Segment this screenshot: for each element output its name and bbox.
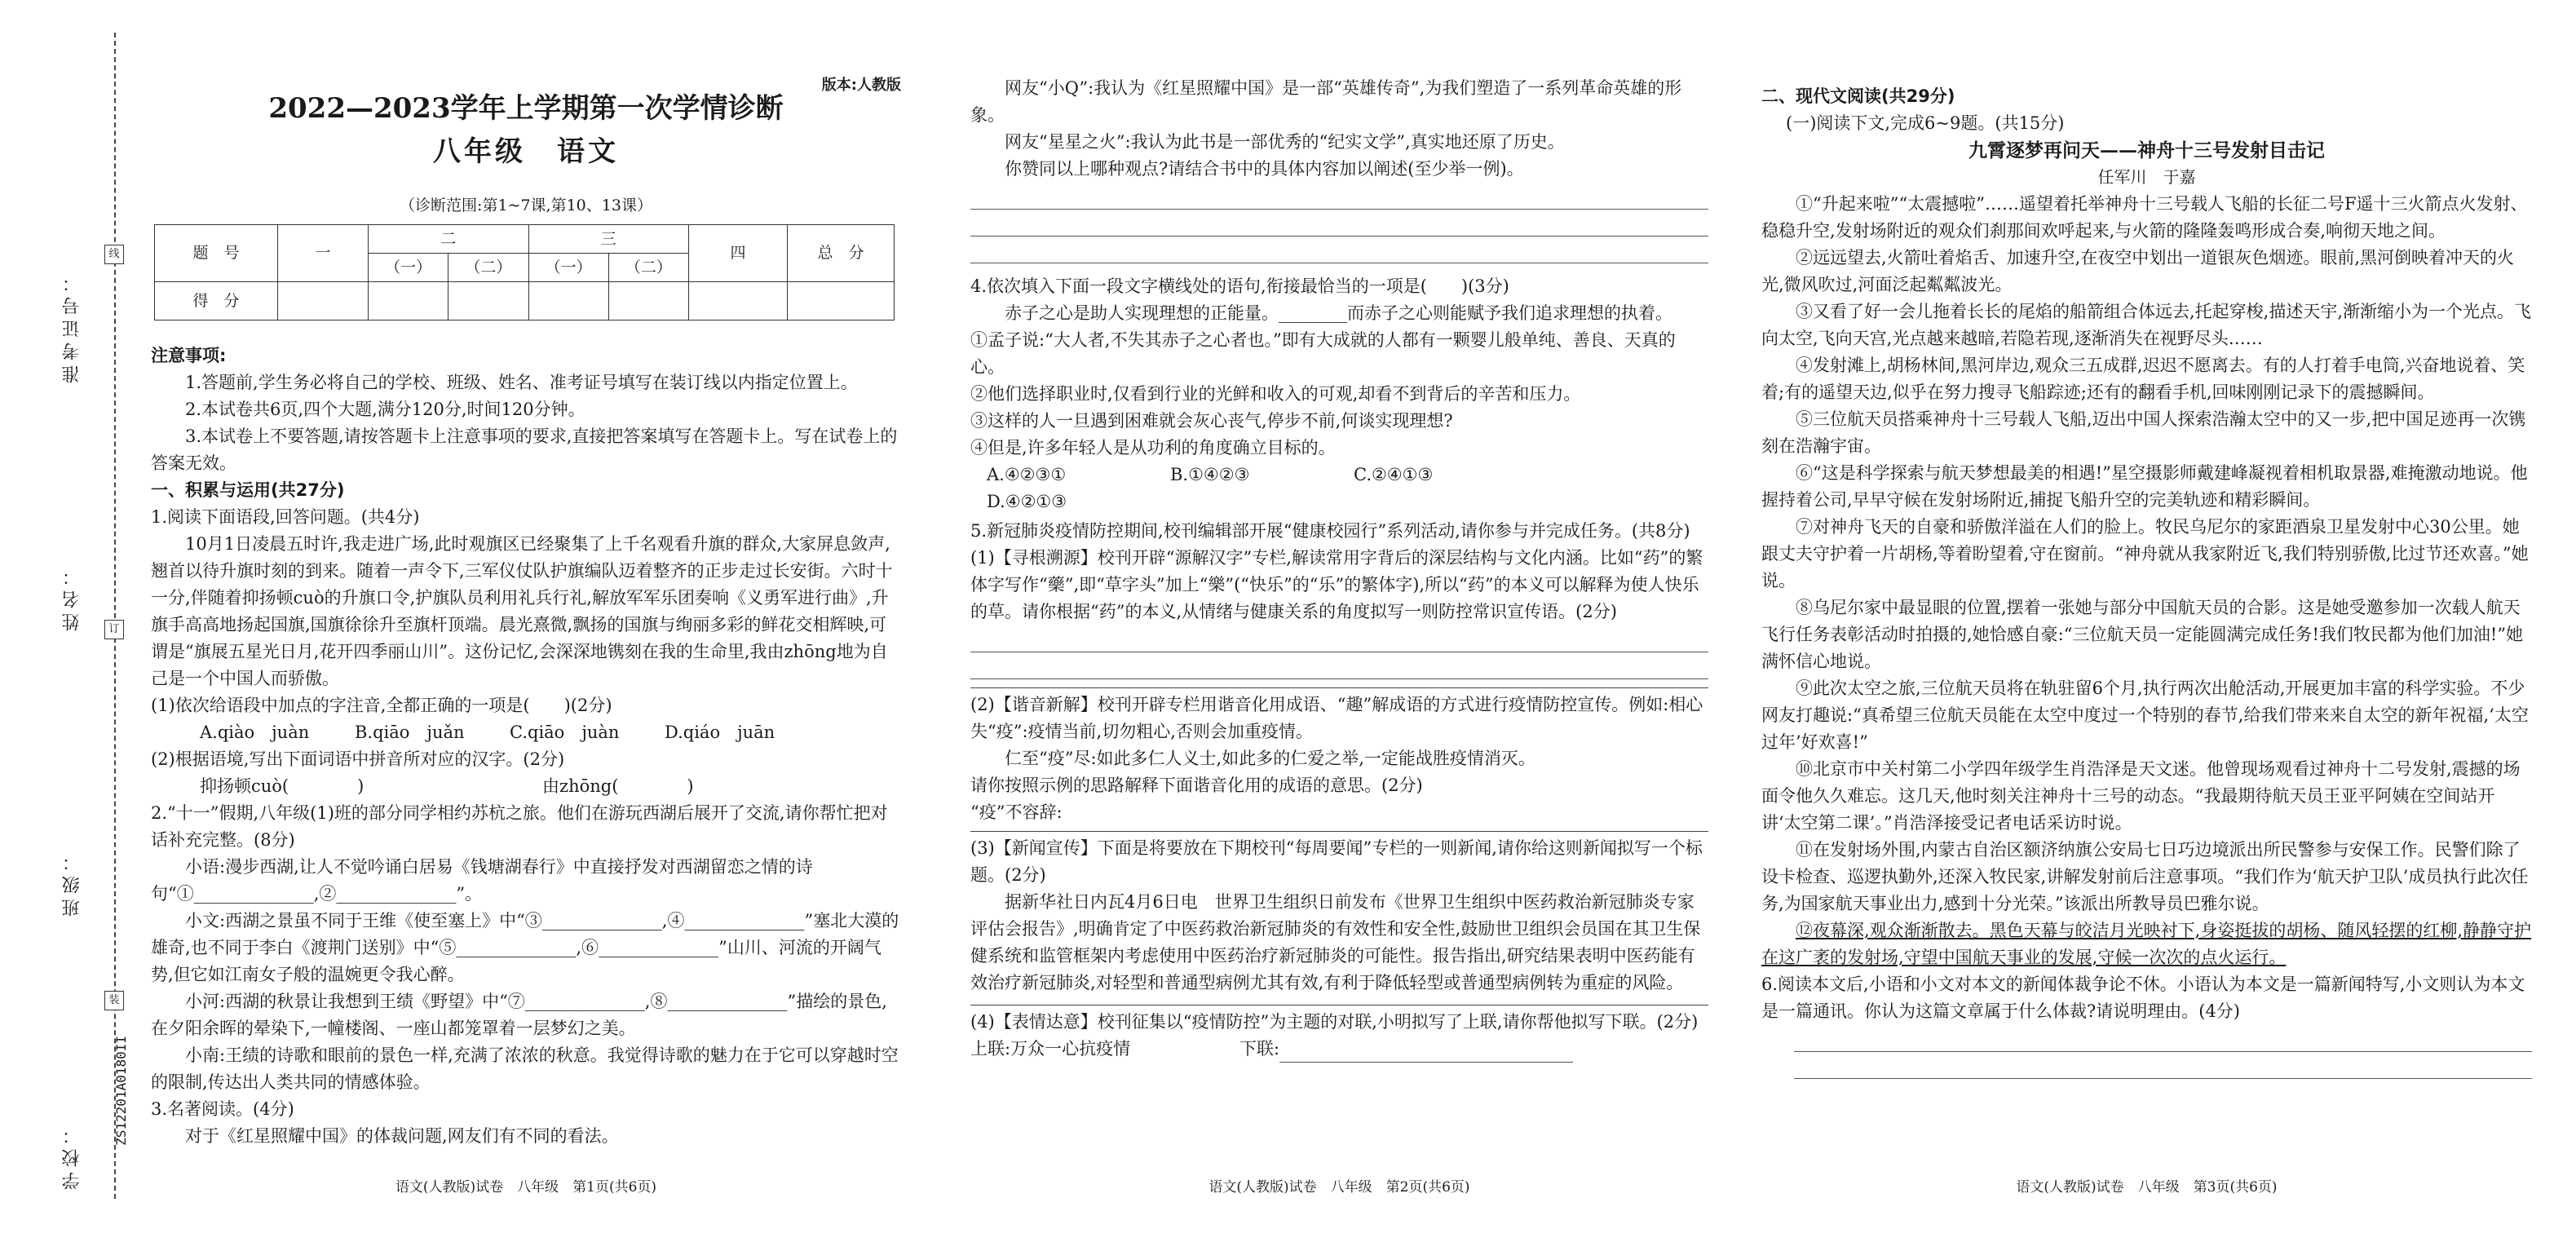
article-paragraph: ⑥“这是科学探索与航天梦想最美的相遇!”星空摄影师戴建峰凝视着相机取景器,难掩激动地说。他握持着公司,早早守候在发射场附近,捕捉飞船升空的完美轨迹和精彩瞬间。 [1761, 463, 2528, 510]
q4-options [970, 462, 1708, 515]
exam-title: 2022—2023学年上学期第一次学情诊断 [268, 92, 784, 125]
section-1 [151, 477, 901, 1150]
answer-line[interactable] [970, 656, 1708, 679]
answer-line[interactable] [970, 629, 1708, 652]
article-paragraph: ①“升起来啦”“太震撼啦”……遥望着托举神舟十三号载人飞船的长征二号F遥十三火箭点火发射、稳稳升空,发射场附近的观众们刹那间欢呼起来,与火箭的隆隆轰鸣形成合奏,响彻天地之间。 [1761, 194, 2528, 241]
binding-margin [0, 0, 143, 1242]
answer-line[interactable] [1794, 1028, 2532, 1052]
binding-mark-bottom: 装 [104, 991, 124, 1010]
page-footer: 语文(人教版)试卷 八年级 第3页(共6页) [2016, 1179, 2278, 1196]
q2-dialogue: 小语:漫步西湖,让人不觉吟诵白居易《钱塘湖春行》中直接抒发对西湖留恋之情的诗句“①______________,②______________”。 [151, 857, 813, 904]
q1-option-c[interactable]: C.qiāo juàn [510, 723, 620, 742]
exam-subtitle: 八年级 语文 [433, 135, 619, 168]
section-title: 二、现代文阅读(共29分) [1761, 86, 1955, 106]
notice-item: 3.本试卷上不要答题,请按答题卡上注意事项的要求,直接把答案填写在答题卡上。写在试卷上的答案无效。 [151, 427, 898, 473]
article-authors: 任军川 于嘉 [2097, 167, 2196, 187]
question-6: 6.阅读本文后,小语和小文对本文的新闻体裁争论不休。小语认为本文是一篇新闻特写,小文则认为本文是一篇通讯。你认为这篇文章属于什么体裁?请说明理由。(4分) [1761, 975, 2525, 1021]
score-sub-3b: （二） [608, 254, 688, 282]
q1-sub1: (1)依次给语段中加点的字注音,全都正确的一项是( )(2分) [151, 696, 612, 715]
score-cell[interactable] [369, 282, 448, 320]
q1-option-b[interactable]: B.qiāo juǎn [355, 723, 465, 742]
question-2: 2.“十一”假期,八年级(1)班的部分同学相约苏杭之旅。他们在游玩西湖后展开了交流,请你帮忙把对话补充完整。(8分) [151, 803, 888, 850]
section-title: 一、积累与运用(共27分) [151, 480, 345, 500]
q4-option-c[interactable]: C.②④①③ [1354, 465, 1434, 484]
q5-sub2-example: 仁至“疫”尽:如此多仁人义士,如此多的仁爱之举,一定能战胜疫情消灭。 [1005, 749, 1535, 768]
q1-blank-b[interactable]: 由zhōng( ) [542, 776, 694, 796]
q3-text: 对于《红星照耀中国》的体裁问题,网友们有不同的看法。 [185, 1126, 619, 1146]
q5-sub4: (4)【表情达意】校刊征集以“疫情防控”为主题的对联,小明拟写了上联,请你帮他拟写下联。(2分) [970, 1012, 1699, 1032]
q5-couplet-down: 下联: [1239, 1039, 1280, 1059]
score-cell[interactable] [689, 282, 788, 320]
reading-intro: (一)阅读下文,完成6~9题。(共15分) [1786, 113, 2065, 133]
score-table [154, 224, 895, 320]
notice-block [151, 343, 901, 477]
score-sub-3a: （一） [528, 254, 608, 282]
q4-text: 赤子之心是助人实现理想的正能量。________而赤子之心则能赋予我们追求理想的执着。 [1005, 303, 1672, 323]
page-3 [1761, 0, 2532, 1242]
article-paragraph: ③又看了好一会儿拖着长长的尾焰的船箭组合体远去,托起穿梭,描述天宇,渐渐缩小为一个光点。飞向太空,飞向天宫,光点越来越暗,若隐若现,逐渐消失在视野尽头…… [1761, 302, 2532, 348]
q5-sub1: (1)【寻根溯源】校刊开辟“源解汉字”专栏,解读常用字背后的深层结构与文化内涵。比如“药”的繁体字写作“藥”,即“草字头”加上“樂”(“快乐”的“乐”的繁体字),所以“药”的本义可以解释为使人快乐的草。请你根据“药”的本义,从情绪与健康关系的角度拟写一则防控常识宣传语。(2分) [970, 548, 1703, 621]
answer-line[interactable] [970, 213, 1708, 236]
q1-option-d[interactable]: D.qiáo juān [665, 723, 775, 742]
q4-option-a[interactable]: A.④②③① [987, 465, 1067, 484]
page-2 [970, 0, 1708, 1242]
question-3: 3.名著阅读。(4分) [151, 1099, 294, 1119]
notice-item: 2.本试卷共6页,四个大题,满分120分,时间120分钟。 [185, 400, 585, 419]
q4-option-d[interactable]: D.④②①③ [987, 492, 1067, 511]
score-cell[interactable] [608, 282, 688, 320]
score-header-item: 题 号 [155, 225, 278, 282]
edition-label: 版本:人教版 [821, 77, 901, 94]
question-5: 5.新冠肺炎疫情防控期间,校刊编辑部开展“健康校园行”系列活动,请你参与并完成任务。(共8分) [970, 521, 1690, 541]
page-1 [151, 0, 901, 1242]
q4-item: ②他们选择职业时,仅看到行业的光鲜和收入的可观,却看不到背后的辛苦和压力。 [970, 384, 1581, 404]
q5-couplet-blank[interactable] [1279, 1044, 1573, 1063]
q4-item: ①孟子说:“大人者,不失其赤子之心者也。”即有大成就的人都有一颗婴儿般单纯、善良、天真的心。 [970, 330, 1676, 377]
score-header-4: 四 [689, 225, 788, 282]
article-paragraph: ⑤三位航天员搭乘神舟十三号载人飞船,迈出中国人探索浩瀚太空中的又一步,把中国足迹再一次镌刻在浩瀚宇宙。 [1761, 409, 2526, 456]
article-paragraph: ⑦对神舟飞天的自豪和骄傲洋溢在人们的脸上。牧民乌尼尔的家距酒泉卫星发射中心30公里。她跟丈夫守护着一片胡杨,等着盼望着,守在窗前。“神舟就从我家附近飞,我们特别骄傲,比过节还欢喜。”她说。 [1761, 517, 2529, 590]
question-1: 1.阅读下面语段,回答问题。(共4分) [151, 507, 420, 527]
q5-sub2-item: “疫”不容辞: [970, 802, 1063, 822]
q1-option-a[interactable]: A.qiào juàn [200, 723, 310, 742]
q5-couplet-up: 上联:万众一心抗疫情 [970, 1039, 1131, 1059]
q5-couplet [970, 1036, 1708, 1063]
score-cell[interactable] [528, 282, 608, 320]
question-4-block [970, 273, 1708, 515]
answer-line[interactable] [970, 240, 1708, 263]
binding-mark-middle: 订 [104, 620, 124, 639]
q5-sub2: (2)【谐音新解】校刊开辟专栏用谐音化用成语、“趣”解成语的方式进行疫情防控宣传。例如:相心失“疫”:疫情当前,切勿粗心,否则会加重疫情。 [970, 695, 1703, 741]
page-footer: 语文(人教版)试卷 八年级 第1页(共6页) [395, 1179, 657, 1196]
q4-item: ③这样的人一旦遇到困难就会灰心丧气,停步不前,何谈实现理想? [970, 411, 1453, 431]
q1-blank-a[interactable]: 抑扬顿cuò( ) [200, 776, 365, 796]
score-header-2: 二 [369, 225, 529, 254]
binding-line [114, 33, 116, 1199]
q5-sub3-box [970, 831, 1708, 997]
q5-sub3: (3)【新闻宣传】下面是将要放在下期校刊“每周要闻”专栏的一则新闻,请你给这则新闻拟写一个标题。(2分) [970, 838, 1703, 885]
exam-id-label: 准考证号： [62, 269, 82, 383]
section-2 [1761, 83, 2532, 1079]
score-cell[interactable] [788, 282, 895, 320]
score-sub-2a: （一） [369, 254, 448, 282]
article-paragraph: ⑪在发射场外围,内蒙古自治区额济纳旗公安局七日巧边境派出所民警参与安保工作。民警们除了设卡检查、巡逻执勤外,还深入牧民家,讲解发射前后注意事项。“我们作为‘航天护卫队’成员执行此次任务,为国家航天事业出力,感到十分光荣。”该派出所教导员巴雅尔说。 [1761, 840, 2529, 913]
paper-code: ZS12201A0180II [113, 1036, 129, 1146]
article-paragraph: ⑨此次太空之旅,三位航天员将在轨驻留6个月,执行两次出舱活动,开展更加丰富的科学实验。不少网友打趣说:“真希望三位航天员能在太空中度过一个特别的春节,给我们带来来自太空的新年祝福,‘太空过年’好欢喜!” [1761, 678, 2529, 752]
score-cell[interactable] [448, 282, 528, 320]
q5-sub4-box [970, 1005, 1708, 1063]
class-label: 班级： [62, 848, 82, 917]
article-paragraph: ⑧乌尼尔家中最显眼的位置,摆着一张她与部分中国航天员的合影。这是她受邀参加一次载人航天飞行任务表彰活动时拍摄的,她恰感自豪:“三位航天员一定能圆满完成任务!我们牧民都为他们加油!”她满怀信心地说。 [1761, 598, 2524, 671]
q1-sub2-blanks [151, 773, 901, 800]
score-sub-2b: （二） [448, 254, 528, 282]
score-header-3: 三 [528, 225, 689, 254]
question-5-block [970, 518, 1708, 1063]
q1-passage: 10月1日凌晨五时许,我走进广场,此时观旗区已经聚集了上千名观看升旗的群众,大家屏息敛声,翘首以待升旗时刻的到来。随着一声令下,三军仪仗队护旗编队迈着整齐的正步走过长安街。六时十一分,伴随着抑扬顿cuò的升旗口令,护旗队员利用礼兵行礼,解放军军乐团奏响《义勇军进行曲》,升旗手高高地扬起国旗,国旗徐徐升至旗杆顶端。晨光熹微,飘扬的国旗与绚丽多彩的鲜花交相辉映,可谓是“旗展五星光日月,花开四季丽山川”。这份记忆,会深深地镌刻在我的生命里,我由zhōng地为自己是一个中国人而骄傲。 [151, 534, 893, 688]
binding-mark-top: 线 [104, 245, 124, 264]
notice-title: 注意事项: [151, 346, 227, 365]
q1-sub2: (2)根据语境,写出下面词语中拼音所对应的汉字。(2分) [151, 749, 565, 769]
article-paragraph: ④发射滩上,胡杨林间,黑河岸边,观众三五成群,迟迟不愿离去。有的人打着手电筒,兴奋地说着、笑着;有的遥望天边,似乎在努力搜寻飞船踪迹;还有的翻看手机,回味刚刚记录下的震撼瞬间。 [1761, 356, 2525, 402]
article-paragraph: ⑫夜幕深,观众渐渐散去。黑色天幕与皎洁月光映衬下,身姿挺拔的胡杨、随风轻摆的红柳,静静守护在这广袤的发射场,守望中国航天事业的发展,守候一次次的点火运行。 [1761, 921, 2532, 967]
article-paragraph: ⑩北京市中关村第二小学四年级学生肖浩泽是天文迷。他曾现场观看过神舟十二号发射,震撼的场面令他久久难忘。这几天,他时刻关注神舟十三号的动态。“我最期待航天员王亚平阿姨在空间站开讲‘太空第二课’。”肖浩泽接受记者电话采访时说。 [1761, 759, 2521, 833]
answer-line[interactable] [970, 186, 1708, 210]
q4-item: ④但是,许多年轻人是从功利的角度确立目标的。 [970, 438, 1336, 457]
article-paragraph: ②远远望去,火箭吐着焰舌、加速升空,在夜空中划出一道银灰色烟迹。眼前,黑河倒映着冲天的火光,微风吹过,河面泛起粼粼波光。 [1761, 248, 2515, 294]
score-header-total: 总 分 [788, 225, 895, 282]
q2-dialogue: 小文:西湖之景虽不同于王维《使至塞上》中“③______________,④______________”塞北大漠的雄奇,也不同于李白《渡荆门送别》中“⑤______________,⑥______________”山川、河流的开阔气势,但它如江南女子般的温婉更令我心醉。 [151, 911, 899, 984]
q2-dialogue: 小南:王绩的诗歌和眼前的景色一样,充满了浓浓的秋意。我觉得诗歌的魅力在于它可以穿越时空的限制,传达出人类共同的情感体验。 [151, 1045, 899, 1092]
score-cell[interactable] [278, 282, 369, 320]
q3-view: 网友“小Q”:我认为《红星照耀中国》是一部“英雄传奇”,为我们塑造了一系列革命英雄的形象。 [970, 78, 1682, 125]
name-label: 姓名： [62, 563, 82, 631]
q5-sub3-news: 据新华社日内瓦4月6日电 世界卫生组织日前发布《世界卫生组织中医药救治新冠肺炎专家评估会报告》,明确肯定了中医药救治新冠肺炎的有效性和安全性,鼓励世卫组织会员国在其卫生保健系统和监管框架内考虑使用中医药治疗新冠肺炎的可能性。报告指出,研究结果表明中医药能有效治疗新冠肺炎,对轻型和普通型病例尤其有效,有利于降低轻型或普通型病例转为重症的风险。 [970, 892, 1701, 992]
score-header-1: 一 [278, 225, 369, 282]
article-title: 九霄逐梦再问天——神舟十三号发射目击记 [1968, 139, 2325, 161]
q2-dialogue: 小河:西湖的秋景让我想到王绩《野望》中“⑦______________,⑧______________”描绘的景色,在夕阳余晖的晕染下,一幢楼阁、一座山都笼罩着一层梦幻之美。 [151, 992, 887, 1038]
question-4: 4.依次填入下面一段文字横线处的语句,衔接最恰当的一项是( )(3分) [970, 276, 1509, 296]
q3-continued [970, 75, 1708, 263]
q4-option-b[interactable]: B.①④②③ [1170, 465, 1250, 484]
q5-sub2-box [970, 687, 1708, 826]
q5-sub2-ask: 请你按照示例的思路解释下面谐音化用的成语的意思。(2分) [970, 776, 1423, 795]
score-row-label: 得 分 [155, 282, 278, 320]
q3-ask: 你赞同以上哪种观点?请结合书中的具体内容加以阐述(至少举一例)。 [1005, 159, 1524, 179]
answer-line[interactable] [1794, 1055, 2532, 1079]
page-footer: 语文(人教版)试卷 八年级 第2页(共6页) [1208, 1179, 1470, 1196]
q3-view: 网友“星星之火”:我认为此书是一部优秀的“纪实文学”,真实地还原了历史。 [1005, 132, 1565, 152]
q1-options [151, 719, 901, 746]
school-label: 学校： [62, 1121, 82, 1190]
exam-scope: （诊断范围:第1~7课,第10、13课） [400, 197, 652, 214]
notice-item: 1.答题前,学生务必将自己的学校、班级、姓名、准考证号填写在装订线以内指定位置上。 [185, 373, 858, 392]
